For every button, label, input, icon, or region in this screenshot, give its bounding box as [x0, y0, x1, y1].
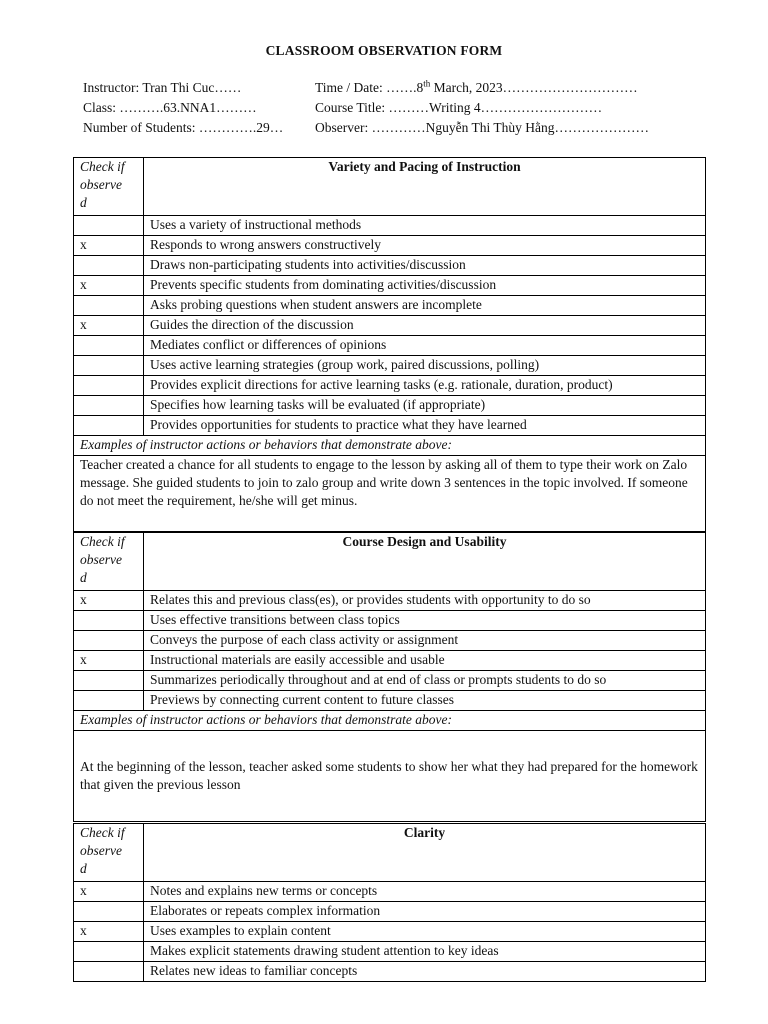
table-row: [74, 396, 706, 416]
table-row: [74, 651, 706, 671]
check-header-line: Check if: [80, 825, 125, 840]
check-cell[interactable]: [74, 942, 144, 962]
check-cell[interactable]: x: [74, 316, 144, 336]
table-row: [74, 962, 706, 982]
check-cell[interactable]: [74, 671, 144, 691]
section-header-row: [74, 158, 706, 216]
check-header-line: observe: [80, 843, 122, 858]
criterion-text: Elaborates or repeats complex information: [144, 902, 706, 922]
section-header-row: [74, 533, 706, 591]
examples-text-row: [74, 731, 706, 822]
section-title: Variety and Pacing of Instruction: [144, 158, 706, 216]
check-cell[interactable]: [74, 416, 144, 436]
check-cell[interactable]: x: [74, 276, 144, 296]
time-date-field: [315, 80, 638, 96]
criterion-text: Prevents specific students from dominating activities/discussion: [144, 276, 706, 296]
check-cell[interactable]: [74, 296, 144, 316]
check-cell[interactable]: [74, 902, 144, 922]
criterion-text: Conveys the purpose of each class activity or assignment: [144, 631, 706, 651]
check-header-line: Check if: [80, 159, 125, 174]
examples-text[interactable]: At the beginning of the lesson, teacher asked some students to show her what they had prepared for the homework that given the previous lesson: [74, 731, 706, 822]
instructor-field: Instructor: Tran Thi Cuc……: [83, 80, 242, 95]
criterion-text: Relates this and previous class(es), or provides students with opportunity to do so: [144, 591, 706, 611]
table-row: [74, 236, 706, 256]
criterion-text: Instructional materials are easily accessible and usable: [144, 651, 706, 671]
table-row: [74, 356, 706, 376]
table-row: [74, 296, 706, 316]
check-header-line: Check if: [80, 534, 125, 549]
section-title: Clarity: [144, 824, 706, 882]
check-column-header: [74, 533, 144, 591]
section-header-row: [74, 824, 706, 882]
examples-text-row: [74, 456, 706, 532]
table-row: [74, 691, 706, 711]
criterion-text: Uses a variety of instructional methods: [144, 216, 706, 236]
time-date-suffix: March, 2023…………………………: [430, 80, 638, 95]
table-row: [74, 942, 706, 962]
table-row: [74, 336, 706, 356]
check-header-line: d: [80, 570, 87, 585]
table-row: [74, 611, 706, 631]
criterion-text: Previews by connecting current content to future classes: [144, 691, 706, 711]
table-row: [74, 416, 706, 436]
criterion-text: Provides opportunities for students to practice what they have learned: [144, 416, 706, 436]
check-cell[interactable]: [74, 611, 144, 631]
table-row: [74, 256, 706, 276]
table-row: [74, 216, 706, 236]
table-row: [74, 591, 706, 611]
criterion-text: Uses examples to explain content: [144, 922, 706, 942]
table-row: [74, 922, 706, 942]
time-date-prefix: Time / Date: …….8: [315, 80, 424, 95]
check-cell[interactable]: [74, 691, 144, 711]
check-header-line: d: [80, 861, 87, 876]
examples-label-row: [74, 436, 706, 456]
check-cell[interactable]: x: [74, 651, 144, 671]
criterion-text: Specifies how learning tasks will be evaluated (if appropriate): [144, 396, 706, 416]
check-cell[interactable]: [74, 336, 144, 356]
criterion-text: Mediates conflict or differences of opinions: [144, 336, 706, 356]
table-row: [74, 316, 706, 336]
section-table-course-design: [73, 532, 706, 822]
check-cell[interactable]: [74, 256, 144, 276]
check-header-line: observe: [80, 177, 122, 192]
criterion-text: Summarizes periodically throughout and at end of class or prompts students to do so: [144, 671, 706, 691]
check-cell[interactable]: [74, 631, 144, 651]
check-cell[interactable]: [74, 962, 144, 982]
section-title: Course Design and Usability: [144, 533, 706, 591]
examples-label: Examples of instructor actions or behaviors that demonstrate above:: [74, 711, 706, 731]
criterion-text: Makes explicit statements drawing student attention to key ideas: [144, 942, 706, 962]
criterion-text: Relates new ideas to familiar concepts: [144, 962, 706, 982]
criterion-text: Uses effective transitions between class topics: [144, 611, 706, 631]
check-cell[interactable]: x: [74, 922, 144, 942]
form-title: CLASSROOM OBSERVATION FORM: [265, 43, 503, 58]
check-cell[interactable]: x: [74, 591, 144, 611]
examples-text[interactable]: Teacher created a chance for all students to engage to the lesson by asking all of them to type their work on Zalo message. She guided students to join to zalo group and write down 3 sentences in the topic involved. If someone do not meet the requirement, he/she will get minus.: [74, 456, 706, 532]
check-header-line: d: [80, 195, 87, 210]
criterion-text: Responds to wrong answers constructively: [144, 236, 706, 256]
check-cell[interactable]: [74, 396, 144, 416]
examples-label: Examples of instructor actions or behaviors that demonstrate above:: [74, 436, 706, 456]
course-title-field: Course Title: ………Writing 4………………………: [315, 100, 603, 115]
check-cell[interactable]: [74, 216, 144, 236]
time-date-superscript: th: [423, 78, 431, 89]
students-field: Number of Students: ………….29…: [83, 120, 284, 135]
criterion-text: Guides the direction of the discussion: [144, 316, 706, 336]
class-field: Class: ……….63.NNA1………: [83, 100, 257, 115]
check-cell[interactable]: [74, 356, 144, 376]
observer-field: Observer: …………Nguyễn Thi Thùy Hằng…………………: [315, 120, 649, 135]
table-row: [74, 376, 706, 396]
criterion-text: Provides explicit directions for active learning tasks (e.g. rationale, duration, product): [144, 376, 706, 396]
criterion-text: Draws non-participating students into activities/discussion: [144, 256, 706, 276]
table-row: [74, 671, 706, 691]
table-row: [74, 631, 706, 651]
table-row: [74, 276, 706, 296]
section-table-variety-pacing: [73, 157, 706, 532]
table-row: [74, 902, 706, 922]
section-table-clarity: [73, 823, 706, 982]
check-cell[interactable]: [74, 376, 144, 396]
check-cell[interactable]: x: [74, 882, 144, 902]
check-header-line: observe: [80, 552, 122, 567]
criterion-text: Uses active learning strategies (group work, paired discussions, polling): [144, 356, 706, 376]
check-cell[interactable]: x: [74, 236, 144, 256]
examples-label-row: [74, 711, 706, 731]
criterion-text: Asks probing questions when student answers are incomplete: [144, 296, 706, 316]
table-row: [74, 882, 706, 902]
check-column-header: [74, 824, 144, 882]
criterion-text: Notes and explains new terms or concepts: [144, 882, 706, 902]
check-column-header: [74, 158, 144, 216]
